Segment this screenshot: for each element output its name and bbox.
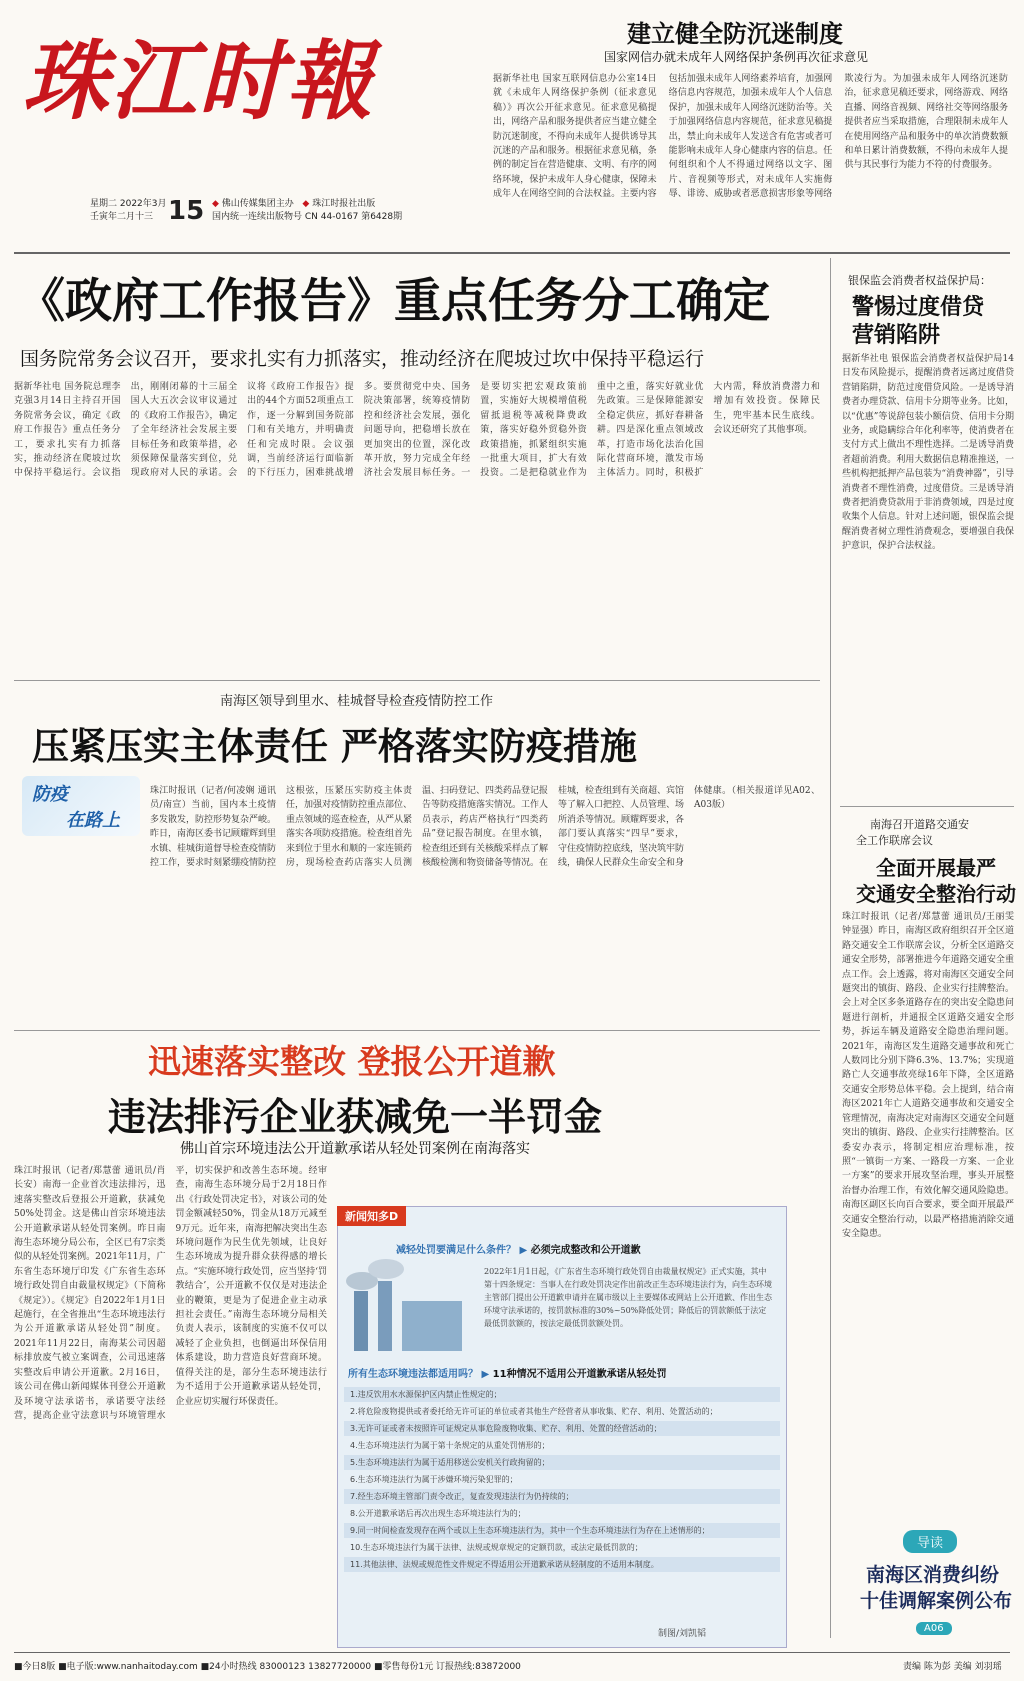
list-item: 1.违反饮用水水源保护区内禁止性规定的； [344, 1387, 780, 1402]
right-top-body: 据新华社电 银保监会消费者权益保护局14日发布风险提示，提醒消费者远离过度借贷营销陷阱，防范过度借贷风险。一是诱导消费者办理贷款、信用卡分期等业务。比如，以“优惠”等说辞包装小额信贷、信用卡分期业务，或隐瞒综合年化利率等，使消费者在支付方式上做出不理性选择。二是诱导消费者超前消费。利用大数据信息精准推送，一些机构把抵押产品包装为“消费神器”，引导消费者不理性消费，过度借贷。三是诱导消费者把消费贷款用于非消费领域，四是过度收集个人信息。针对上述问题，银保监会提醒消费者树立理性消费观念，要增强自我保护意识，保护合法权益。 [842, 354, 1014, 552]
pollution-subheadline: 佛山首宗环境违法公开道歉承诺从轻处罚案例在南海落实 [180, 1141, 530, 1157]
epidemic-headline: 压紧压实主体责任 严格落实防疫措施 [32, 725, 637, 768]
issue-date: 星期二 2022年3月 [90, 199, 167, 209]
top-story-subheadline: 国家网信办就未成年人网络保护条例再次征求意见 [604, 50, 869, 64]
footer-left: ■今日8版 ■电子版:www.nanhaitoday.com ■24小时热线 83000123 13827720000 ■零售每份1元 订报热线:83872000 [14, 1662, 521, 1672]
info-p1: 2022年1月1日起，《广东省生态环境行政处罚自由裁量权规定》正式实施，其中第十四条规定：当事人在行政处罚决定作出前改正生态环境违法行为，向生态环境主管部门提出公开道歉申请并在属市级以上主要媒体或网站上公开道歉、作出生态环境守法承诺的，按罚款标准的30%~50%降低处罚；降低后的罚款额低于法定最低罚款额的，按法定最低罚款额处罚。 [484, 1267, 772, 1328]
info-tag: 新闻知多D [337, 1206, 406, 1226]
masthead-info: ◆ 佛山传媒集团主办 ◆ 珠江时报社出版 国内统一连续出版物号 CN 44-0167 第6428期 [212, 199, 403, 222]
daodu-headline-1: 南海区消费纠纷 [866, 1564, 1000, 1586]
pollution-red-headline: 迅速落实整改 登报公开道歉 [148, 1042, 556, 1081]
list-item: 4.生态环境违法行为属于第十条规定的从重处罚情形的； [350, 1441, 550, 1450]
main-headline: 《政府工作报告》重点任务分工确定 [18, 274, 770, 329]
right-headline-2: 营销陷阱 [852, 323, 941, 348]
info-a1: 必须完成整改和公开道歉 [530, 1245, 641, 1256]
issn: 国内统一连续出版物号 CN 44-0167 第6428期 [212, 212, 403, 222]
traffic-headline-1: 全面开展最严 [876, 856, 996, 880]
info-q2: 所有生态环境违法都适用吗？ [348, 1369, 478, 1380]
info-q1: 减轻处罚要满足什么条件？ [396, 1245, 516, 1256]
daodu-tag: 导读 [903, 1530, 957, 1553]
epidemic-body: 珠江时报讯（记者/何凌娴 通讯员/南宣）当前，国内本土疫情多发散发，防控形势复杂严峻。昨日，南海区委书记顾耀辉到里水镇、桂城街道督导检查疫情防控工作，要求时刻紧绷疫情防控这根弦，压紧压实防疫主体责任，加强对疫情防控重点部位、重点领域的巡查检查，从严从紧落实各项防疫措施。检查组首先来到位于里水和顺的一家连锁药房，现场检查药店落实人员测温、扫码登记、四类药品登记报告等防疫措施落实情况。工作人员表示，药店严格执行“四类药品”登记报告制度。在里水镇，检查组还到有关核酸采样点了解核酸检测和物资储备等情况。在桂城，检查组到有关商超、宾馆等了解入口把控、人员管理、场所消杀等情况。顾耀辉要求，各部门要认真落实“四早”要求，守住疫情防控底线，坚决筑牢防线，确保人民群众生命安全和身体健康。（相关报道详见A02、A03版） [150, 786, 820, 869]
right-headline-1: 警惕过度借贷 [852, 295, 985, 320]
list-item: 10.生态环境违法行为属于法律、法规或规章规定的定额罚款，或法定最低罚款的； [350, 1543, 643, 1552]
list-item: 7.经生态环境主管部门责令改正，复查发现违法行为仍持续的； [344, 1489, 780, 1504]
info-list [344, 1385, 780, 1574]
main-subheadline: 国务院常务会议召开，要求扎实有力抓落实，推动经济在爬坡过坎中保持平稳运行 [20, 348, 705, 370]
list-item: 5.生态环境违法行为属于适用移送公安机关行政拘留的； [344, 1455, 780, 1470]
arrow-icon: ▶ [481, 1369, 490, 1380]
pollution-body: 珠江时报讯（记者/郑慧蕾 通讯员/肖长安）南海一企业首次违法排污，迅速落实整改后登报公开道歉，获减免50%处罚金。这是佛山首宗环境违法公开道歉承诺从轻处罚案例。昨日南海生态环境分局公布，全区已有7宗类似的从轻处罚案例。2021年11月，广东省生态环境厅印发《广东省生态环境行政处罚自由裁量权规定》（下简称《规定》）。《规定》自2022年1月1日起施行，在全省推出“生态环境违法行为公开道歉承诺从轻处罚”制度。2021年11月22日，南海某公司因超标排放废气被立案调查，公司迅速落实整改后申请公开道歉。2月16日，该公司在佛山新闻媒体刊登公开道歉及环境守法承诺书，承诺要守法经营，提高企业守法意识与环境管理水平，切实保护和改善生态环境。经审查，南海生态环境分局于2月18日作出《行政处罚决定书》，对该公司的处罚金额减轻50%，罚金从18万元减至9万元。近年来，南海把解决突出生态环境问题作为民生优先领域，让良好生态环境成为提升群众获得感的增长点。“实施环境行政处罚，应当坚持‘罚教结合’，公开道歉不仅仅是对违法企业的鞭策，更是为了促进企业主动承担社会责任。”南海生态环境分局相关负责人表示，该制度的实施不仅可以减轻了企业负担，也倒逼出环保信用体系建设，助力营造良好营商环境。值得关注的是，部分生态环境违法行为不适用于公开道歉承诺从轻处罚，企业应切实履行环保责任。 [14, 1166, 327, 1421]
masthead-title: 珠江时報 [22, 31, 374, 132]
list-item: 11.其他法律、法规或规范性文件规定不得适用公开道歉承诺从轻制度的不适用本制度。 [344, 1557, 780, 1572]
arrow-icon: ▶ [519, 1245, 528, 1256]
badge-text-2: 在路上 [66, 810, 120, 831]
sponsor-2: 珠江时报社出版 [312, 199, 376, 209]
list-item: 9.同一时间检查发现存在两个或以上生态环境违法行为，其中一个生态环境违法行为存在上述情形的； [344, 1523, 780, 1538]
daodu-page-ref[interactable]: A06 [916, 1622, 952, 1635]
factory-illustration [344, 1251, 474, 1361]
info-box [337, 1206, 787, 1648]
main-story-body: 据新华社电 国务院总理李克强3月14日主持召开国务院常务会议，确定《政府工作报告》重点任务分工，要求扎实有力抓落实，推动经济在爬坡过坎中保持平稳运行。会议指出，刚刚闭幕的十三届全国人大五次会议审议通过的《政府工作报告》，确定了全年经济社会发展主要目标任务和政策举措，必须保障保量落实到位，兑现政府对人民的承诺。会议将《政府工作报告》提出的44个方面52项重点工作，逐一分解到国务院部门和有关地方，并明确责任和完成时限。会议强调，当前经济运行面临新的下行压力，困难挑战增多。要贯彻党中央、国务院决策部署，统筹疫情防控和经济社会发展，强化问题导向，把稳增长放在更加突出的位置，深化改革开放，努力完成全年经济社会发展目标任务。一是要切实把宏观政策前置，实施好大规模增值税留抵退税等减税降费政策，落实好稳外贸稳外资政策措施，抓紧组织实施一批重大项目，扩大有效投资。二是把稳就业作为重中之重，落实好就业优先政策。三是保障能源安全稳定供应，抓好春耕备耕。四是深化重点领域改革，打造市场化法治化国际化营商环境，激发市场主体活力。同时，积极扩大内需，释放消费潜力和增加有效投资。保障民生，兜牢基本民生底线。会议还研究了其他事项。 [14, 382, 820, 479]
traffic-headline-2: 交通安全整治行动 [856, 882, 1016, 906]
badge-text-1: 防疫 [32, 784, 68, 805]
divider [14, 252, 1010, 254]
top-story-headline: 建立健全防沉迷制度 [627, 20, 843, 48]
page-number: 15 [168, 196, 205, 226]
traffic-body: 珠江时报讯（记者/郑慧蕾 通讯员/王丽雯 钟显强）昨日，南海区政府组织召开全区道路交通安全工作联席会议，分析全区道路交通安全形势，部署推进今年道路交通安全重点工作。会上透露，将对南海区交通安全问题突出的镇街、路段、企业实行挂牌整治。会上对全区多条道路存在的突出安全隐患问题进行剖析，并通报全区道路交通安全形势，拆运车辆及道路安全隐患治理问题。2021年，南海区发生道路交通事故和死亡人数同比分别下降6.3%、13.7%；实现道路亡人交通事故亮绿16年下降，全区道路交通安全形势总体平稳。会上提到，结合南海区2021年亡人道路交通事故和交通安全管理情况，南海决定对南海区交通安全问题突出的镇街、路段、企业实行挂牌整治。区委安办表示，将制定相应治理标准，按照“一镇街一方案、一路段一方案、一企业一方案”的要求开展攻坚治理，事头开展整治督办治理工作，有效化解交通风险隐患。南海区副区长向百合要求，要全面开展最严交通安全整治行动，以最严格措施消除交通安全隐患。 [842, 912, 1014, 1239]
masthead-date [90, 198, 167, 224]
column-divider [830, 258, 831, 1638]
traffic-kicker-1: 南海召开道路交通安 [870, 818, 969, 831]
daodu-headline-2: 十佳调解案例公布 [860, 1590, 1013, 1612]
list-item: 2.将危险废物提供或者委托给无许可证的单位或者其他生产经营者从事收集、贮存、利用、处置活动的； [350, 1407, 718, 1416]
divider [840, 806, 1014, 807]
divider [14, 1652, 1010, 1653]
list-item: 3.无许可证或者未按照许可证规定从事危险废物收集、贮存、利用、处置的经营活动的； [344, 1421, 780, 1436]
epidemic-badge [22, 776, 140, 836]
list-item: 6.生态环境违法行为属于涉嫌环境污染犯罪的； [350, 1475, 518, 1484]
divider [14, 680, 820, 681]
right-kicker: 银保监会消费者权益保护局： [848, 274, 991, 287]
lunar-date: 壬寅年二月十三 [90, 212, 154, 222]
epidemic-kicker: 南海区领导到里水、桂城督导检查疫情防控工作 [220, 694, 494, 709]
pollution-headline: 违法排污企业获减免一半罚金 [108, 1095, 603, 1139]
publisher-icon: ◆ [212, 199, 219, 209]
traffic-kicker-2: 全工作联席会议 [856, 834, 933, 847]
info-a2: 11种情况不适用公开道歉承诺从轻处罚 [492, 1369, 667, 1380]
top-story-body: 据新华社电 国家互联网信息办公室14日就《未成年人网络保护条例（征求意见稿）》再次公开征求意见。征求意见稿提出，网络产品和服务提供者应当建立健全防沉迷制度，不得向未成年人提供诱导其沉迷的产品和服务。根据征求意见稿，条例的制定旨在营造健康、文明、有序的网络环境，保护未成年人身心健康，保障未成年人在网络空间的合法权益。主要内容包括加强未成年人网络素养培育，加强网络信息内容规范，加强未成年人个人信息保护，加强未成年人网络沉迷防治等。关于加强网络信息内容规范，征求意见稿提出，禁止向未成年人发送含有危害或者可能影响未成年人身心健康内容的信息。任何组织和个人不得通过网络以文字、图片、音视频等形式，对未成年人实施侮辱、诽谤、威胁或者恶意损害形象等网络欺凌行为。为加强未成年人网络沉迷防治，征求意见稿还要求，网络游戏、网络直播、网络音视频、网络社交等网络服务提供者应当采取措施，合理限制未成年人在使用网络产品和服务中的单次消费数额和单日累计消费数额，不得向未成年人提供与其民事行为能力不符的付费服务。 [493, 74, 1008, 200]
divider [14, 1030, 820, 1031]
sponsor-1: 佛山传媒集团主办 [221, 199, 294, 209]
footer-right: 责编 陈为彭 美编 刘羽瑶 [903, 1662, 1002, 1672]
list-item: 8.公开道歉承诺后再次出现生态环境违法行为的； [350, 1509, 526, 1518]
info-credit: 制图/刘凯韬 [657, 1629, 706, 1639]
